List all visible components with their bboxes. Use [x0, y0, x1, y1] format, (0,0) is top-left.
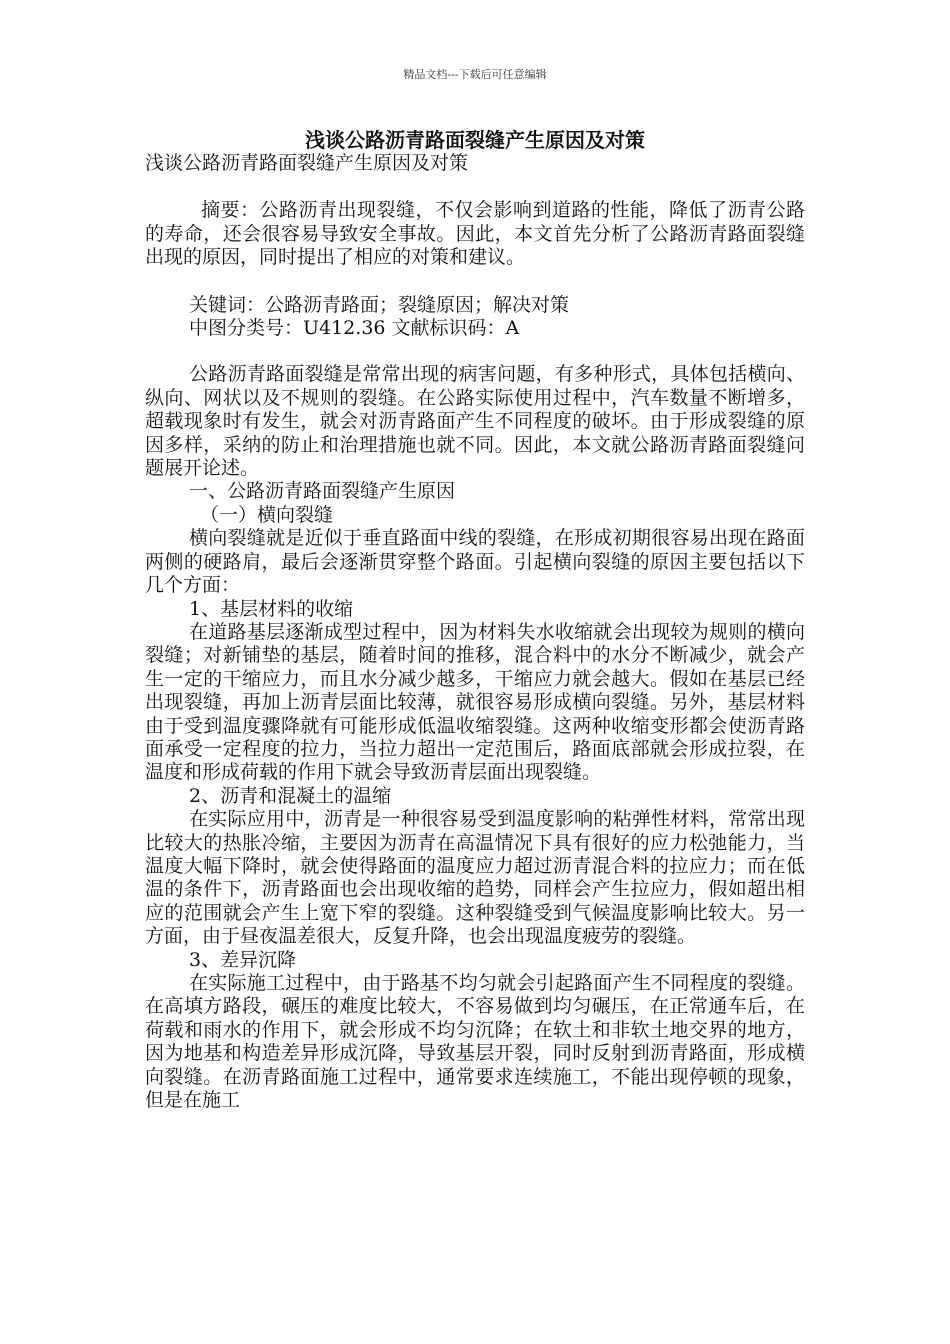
subsection-heading: （一）横向裂缝 [200, 503, 334, 526]
page-header: 精品文档---下载后可任意编辑 [403, 68, 547, 81]
keywords-line: 关键词：公路沥青路面；裂缝原因；解决对策 [189, 293, 570, 316]
document-body [145, 152, 805, 1112]
intro-paragraph: 公路沥青路面裂缝是常常出现的病害问题，有多种形式，具体包括横向、纵向、网状以及不规则的裂缝。在公路实际使用过程中，汽车数量不断增多，超载现象时有发生，就会对沥青路面产生不同程度的破坏。由于形成裂缝的原因多样，采纳的防止和治理措施也就不同。因此，本文就公路沥青路面裂缝问题展开论述。 [145, 363, 805, 480]
classification-line: 中图分类号：U412.36 文献标识码：A [189, 317, 520, 340]
body-paragraph: 在实际应用中，沥青是一种很容易受到温度影响的粘弹性材料，常常出现比较大的热胀冷缩，主要因为沥青在高温情况下具有很好的应力松弛能力，当温度大幅下降时，就会使得路面的温度应力超过沥青混合料的拉应力；而在低温的条件下，沥青路面也会出现收缩的趋势，同样会产生拉应力，假如超出相应的范围就会产生上宽下窄的裂缝。这种裂缝受到气候温度影响比较大。另一方面，由于昼夜温差很大，反复升降，也会出现温度疲劳的裂缝。 [145, 808, 805, 948]
item-heading: 3、差异沉降 [189, 948, 297, 971]
document-title: 浅谈公路沥青路面裂缝产生原因及对策 [305, 128, 645, 152]
abstract-paragraph: 摘要：公路沥青出现裂缝，不仅会影响到道路的性能，降低了沥青公路的寿命，还会很容易导致安全事故。因此，本文首先分析了公路沥青路面裂缝出现的原因，同时提出了相应的对策和建议。 [145, 199, 805, 269]
body-paragraph: 在道路基层逐渐成型过程中，因为材料失水收缩就会出现较为规则的横向裂缝；对新铺垫的基层，随着时间的推移，混合料中的水分不断减少，就会产生一定的干缩应力，而且水分减少越多，干缩应力就会越大。假如在基层已经出现裂缝，再加上沥青层面比较薄，就很容易形成横向裂缝。另外，基层材料由于受到温度骤降就有可能形成低温收缩裂缝。这两种收缩变形都会使沥青路面承受一定程度的拉力，当拉力超出一定范围后，路面底部就会形成拉裂，在温度和形成荷载的作用下就会导致沥青层面出现裂缝。 [145, 620, 805, 784]
section-heading: 一、公路沥青路面裂缝产生原因 [189, 480, 456, 503]
item-heading: 2、沥青和混凝土的温缩 [189, 784, 392, 807]
document-subtitle: 浅谈公路沥青路面裂缝产生原因及对策 [145, 152, 469, 174]
body-paragraph: 横向裂缝就是近似于垂直路面中线的裂缝，在形成初期很容易出现在路面两侧的硬路肩，最后会逐渐贯穿整个路面。引起横向裂缝的原因主要包括以下几个方面： [145, 527, 805, 597]
item-heading: 1、基层材料的收缩 [189, 597, 354, 620]
body-paragraph: 在实际施工过程中，由于路基不均匀就会引起路面产生不同程度的裂缝。在高填方路段，碾压的难度比较大，不容易做到均匀碾压，在正常通车后，在荷载和雨水的作用下，就会形成不均匀沉降；在软土和非软土地交界的地方，因为地基和构造差异形成沉降，导致基层开裂，同时反射到沥青路面，形成横向裂缝。在沥青路面施工过程中，通常要求连续施工，不能出现停顿的现象，但是在施工 [145, 972, 805, 1112]
